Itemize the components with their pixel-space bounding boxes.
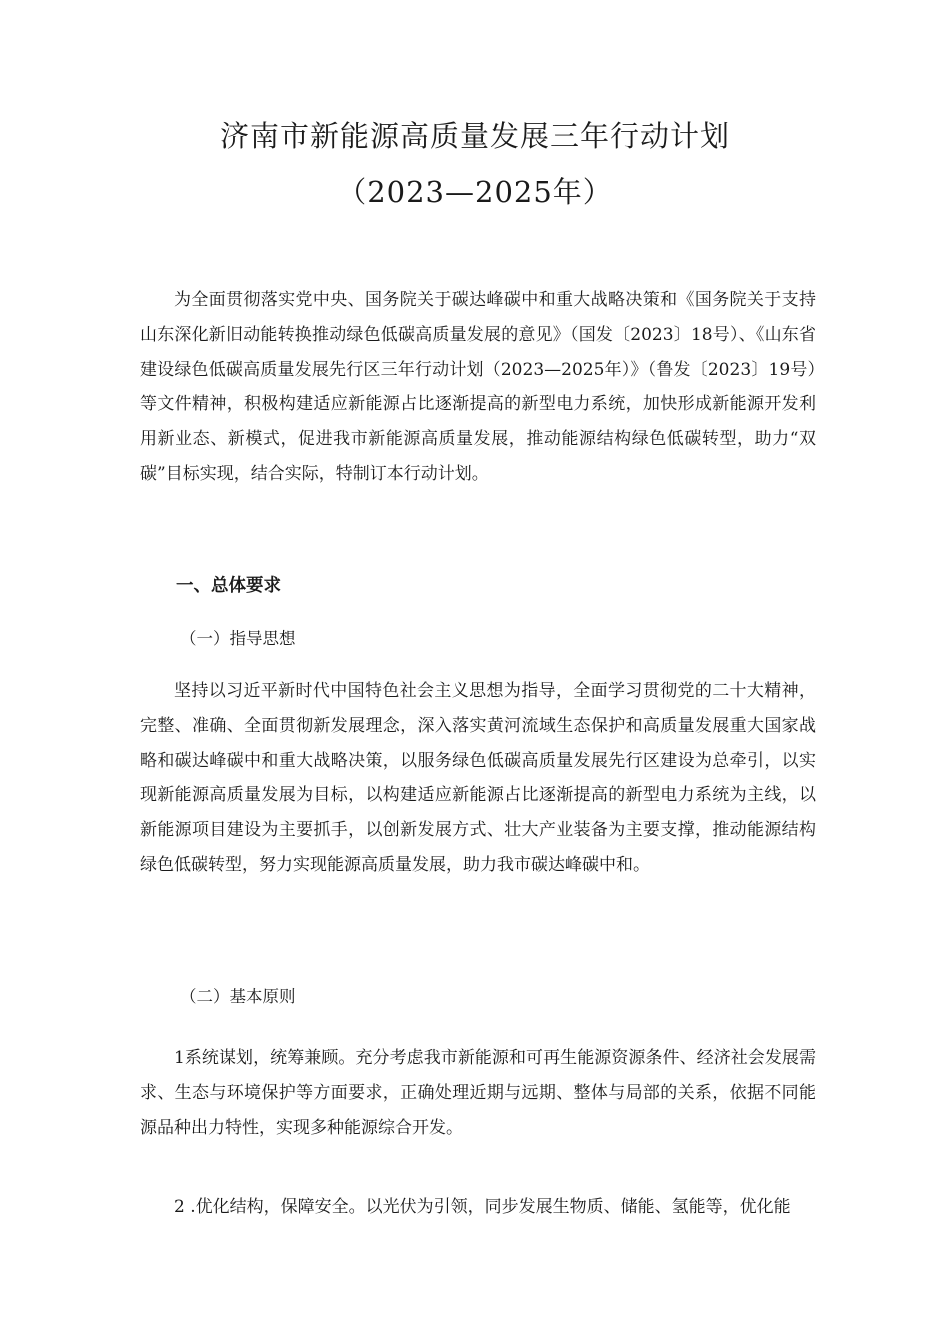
principle-2-paragraph: 2 .优化结构，保障安全。以光伏为引领，同步发展生物质、储能、氢能等，优化能 — [174, 1197, 791, 1217]
subheading-basic-principles: （二）基本原则 — [180, 987, 296, 1006]
intro-paragraph: 为全面贯彻落实党中央、国务院关于碳达峰碳中和重大战略决策和《国务院关于支持山东深化新旧动能转换推动绿色低碳高质量发展的意见》（国发〔2023〕18号）、《山东省建设绿色低碳高质量发展先行区三年行动计划（2023—2025年）》（鲁发〔2023〕19号）等文件精神，积极构建适应新能源占比逐渐提高的新型电力系统，加快形成新能源开发利用新业态、新模式，促进我市新能源高质量发展，推动能源结构绿色低碳转型，助力“双碳”目标实现，结合实际，特制订本行动计划。 — [140, 290, 816, 484]
section-heading-general-requirements: 一、总体要求 — [176, 576, 281, 596]
document-title-years: （2023—2025年） — [337, 175, 613, 209]
document-title: 济南市新能源高质量发展三年行动计划 — [219, 119, 730, 153]
principle-1-paragraph: 1系统谋划，统筹兼顾。充分考虑我市新能源和可再生能源资源条件、经济社会发展需求、生态与环境保护等方面要求，正确处理近期与远期、整体与局部的关系，依据不同能源品种出力特性，实现多种能源综合开发。 — [140, 1048, 816, 1138]
subheading-guiding-thought: （一）指导思想 — [180, 629, 296, 648]
guiding-thought-paragraph: 坚持以习近平新时代中国特色社会主义思想为指导，全面学习贯彻党的二十大精神，完整、准确、全面贯彻新发展理念，深入落实黄河流域生态保护和高质量发展重大国家战略和碳达峰碳中和重大战略决策，以服务绿色低碳高质量发展先行区建设为总牵引，以实现新能源高质量发展为目标，以构建适应新能源占比逐渐提高的新型电力系统为主线，以新能源项目建设为主要抓手，以创新发展方式、壮大产业装备为主要支撑，推动能源结构绿色低碳转型，努力实现能源高质量发展，助力我市碳达峰碳中和。 — [140, 681, 816, 875]
